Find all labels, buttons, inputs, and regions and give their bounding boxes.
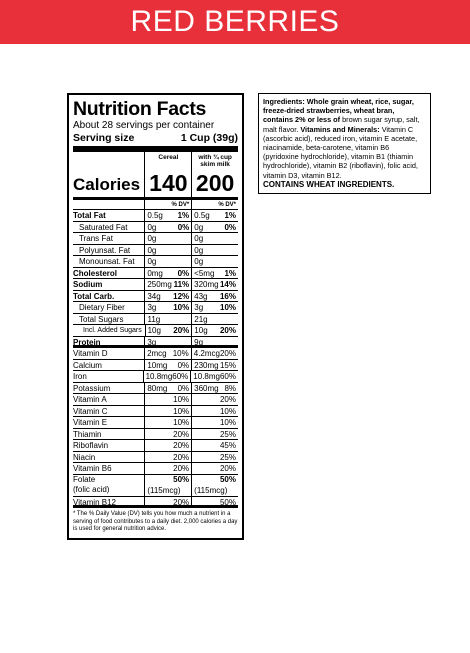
rows-4-milk bbox=[191, 256, 238, 267]
rows-5-label: Cholesterol bbox=[73, 268, 118, 278]
servings-per-container: About 28 servings per container bbox=[73, 120, 215, 131]
rows-0-milk-amount: 0.5g bbox=[194, 211, 210, 220]
vitamin-b12-milk bbox=[191, 497, 238, 506]
vitamin-b12-label: Vitamin B12 bbox=[73, 497, 116, 505]
folate-cereal-dv: 50% bbox=[173, 474, 190, 484]
vitamins-0-row bbox=[73, 348, 238, 360]
rows-10-cereal bbox=[145, 325, 192, 336]
vitamins-1-cereal-amount: 10mg bbox=[147, 360, 168, 370]
rows-6-milk-amount: 320mg bbox=[194, 280, 219, 289]
vitamins-8-cereal-dv: 20% bbox=[173, 441, 190, 450]
vitamins-10-cereal bbox=[144, 463, 191, 474]
vitamins-2-cereal bbox=[143, 371, 191, 382]
rows-8-cereal-dv: 10% bbox=[173, 303, 190, 312]
vitamins-2-milk-amount: 10.8mg bbox=[193, 372, 220, 381]
vitamins-5-milk bbox=[191, 406, 238, 417]
rows-8-label: Dietary Fiber bbox=[79, 303, 125, 312]
vitamins-2-milk bbox=[190, 371, 238, 382]
rows-9-row bbox=[73, 314, 238, 326]
vitamins-10-label: Vitamin B6 bbox=[73, 464, 112, 473]
rows-0-label: Total Fat bbox=[73, 211, 106, 220]
vitamins-2-milk-dv: 60% bbox=[219, 372, 236, 381]
rows-6-milk bbox=[191, 279, 238, 290]
vitamins-7-milk-dv: 25% bbox=[219, 429, 236, 439]
rows-1-milk-amount: 0g bbox=[194, 222, 204, 232]
rows-2-milk-amount: 0g bbox=[194, 234, 204, 243]
rows-5-row bbox=[73, 268, 238, 280]
rows-2-label: Trans Fat bbox=[79, 234, 113, 243]
rows-10-cereal-dv: 20% bbox=[173, 326, 190, 335]
ingredients-normal-text: brown sugar syrup, salt, malt flavor. bbox=[263, 115, 420, 134]
rows-10-milk bbox=[191, 325, 238, 336]
rows-10-cereal-amount: 10g bbox=[147, 326, 161, 335]
rows-10-milk-amount: 10g bbox=[194, 326, 208, 335]
vitamins-7-row bbox=[73, 429, 238, 441]
rows-1-row bbox=[73, 222, 238, 234]
vitamins-5-row bbox=[73, 406, 238, 418]
ingredients-text bbox=[263, 97, 426, 180]
rows-5-milk bbox=[191, 268, 238, 279]
vitamins-8-row bbox=[73, 440, 238, 452]
dv-header-row bbox=[73, 200, 238, 210]
vitamins-6-cereal bbox=[144, 417, 191, 428]
rows-0-cereal-dv: 1% bbox=[177, 211, 190, 220]
vitamin-b12-cereal-dv: 20% bbox=[173, 497, 190, 507]
rows-4-label: Monounsat. Fat bbox=[79, 257, 135, 266]
dv-header-cereal: % DV* bbox=[144, 200, 191, 209]
vitamins-4-row bbox=[73, 394, 238, 406]
allergen-statement: CONTAINS WHEAT INGREDIENTS. bbox=[263, 179, 395, 189]
rows-8-row bbox=[73, 302, 238, 314]
rows-5-cereal-dv: 0% bbox=[177, 268, 190, 278]
rows-2-row bbox=[73, 233, 238, 245]
vitamins-6-row bbox=[73, 417, 238, 429]
vitamins-3-cereal bbox=[144, 383, 191, 394]
rows-1-cereal-dv: 0% bbox=[177, 222, 190, 232]
vitamins-0-milk bbox=[191, 348, 238, 359]
rows-1-cereal-amount: 0g bbox=[147, 222, 157, 232]
rows-2-cereal bbox=[144, 233, 191, 244]
rows-7-milk bbox=[191, 291, 238, 302]
calories-label: Calories bbox=[73, 175, 141, 194]
nutrient-rows bbox=[73, 210, 238, 348]
rows-5-milk-dv: 1% bbox=[224, 268, 236, 278]
rows-2-cereal-amount: 0g bbox=[147, 234, 157, 243]
rows-11-milk-amount: 9g bbox=[194, 337, 204, 347]
rows-7-milk-amount: 43g bbox=[194, 291, 208, 301]
product-banner: RED BERRIES bbox=[0, 0, 470, 44]
rows-9-cereal-amount: 11g bbox=[147, 314, 161, 324]
calories-cereal-column bbox=[144, 152, 191, 197]
vitamins-1-milk bbox=[191, 360, 238, 371]
rows-0-milk-dv: 1% bbox=[224, 211, 236, 220]
calories-block bbox=[73, 152, 238, 200]
rows-0-cereal-amount: 0.5g bbox=[147, 211, 163, 220]
vitamins-1-label: Calcium bbox=[73, 360, 102, 370]
rows-9-milk bbox=[191, 314, 238, 325]
daily-value-footnote: * The % Daily Value (DV) tells you how much a nutrient in a serving of food contributes to a daily diet. 2,000 calories a day is used for general nutrition advice. bbox=[73, 511, 238, 532]
vitamins-4-label: Vitamin A bbox=[73, 395, 107, 404]
vitamins-6-cereal-dv: 10% bbox=[173, 418, 190, 427]
vitamins-0-cereal-dv: 10% bbox=[172, 349, 189, 358]
vitamins-5-label: Vitamin C bbox=[73, 406, 108, 416]
rows-5-cereal-amount: 0mg bbox=[147, 268, 163, 278]
vitamins-9-milk bbox=[191, 452, 238, 463]
vitamins-10-milk bbox=[191, 463, 238, 474]
rows-6-label: Sodium bbox=[73, 280, 103, 289]
vitamins-4-milk-dv: 20% bbox=[219, 395, 236, 404]
vitamins-8-cereal bbox=[144, 440, 191, 451]
serving-size-value: 1 Cup (39g) bbox=[180, 132, 238, 144]
calories-cereal-value: 140 bbox=[149, 170, 188, 196]
rows-1-label: Saturated Fat bbox=[79, 222, 128, 232]
rows-3-cereal-amount: 0g bbox=[147, 245, 157, 255]
vitamins-9-cereal bbox=[144, 452, 191, 463]
ingredients-label: Ingredients: bbox=[263, 97, 305, 106]
rows-0-row bbox=[73, 210, 238, 222]
vitamins-1-cereal-dv: 0% bbox=[177, 360, 190, 370]
nutrition-facts-title: Nutrition Facts bbox=[73, 98, 207, 120]
folate-label bbox=[73, 475, 144, 496]
rows-9-milk-amount: 21g bbox=[194, 314, 208, 324]
vitamins-8-label: Riboflavin bbox=[73, 441, 109, 450]
rows-3-milk bbox=[191, 245, 238, 256]
rows-3-label: Polyunsat. Fat bbox=[79, 245, 131, 255]
rows-4-cereal bbox=[144, 256, 191, 267]
rows-10-label: Incl. Added Sugars bbox=[83, 327, 142, 334]
vitamins-2-label: Iron bbox=[73, 372, 87, 381]
rows-8-cereal-amount: 3g bbox=[147, 303, 157, 312]
vitamins-0-label: Vitamin D bbox=[73, 349, 108, 358]
rows-7-cereal-dv: 12% bbox=[173, 291, 190, 301]
vitamins-7-cereal-dv: 20% bbox=[173, 429, 190, 439]
rows-11-milk bbox=[191, 337, 238, 346]
nutrition-facts-panel bbox=[67, 93, 244, 540]
rows-3-milk-amount: 0g bbox=[194, 245, 204, 255]
vitamins-2-row bbox=[73, 371, 238, 383]
folate-cereal-amount: (115mcg) bbox=[147, 485, 181, 495]
vitamins-minerals-label: Vitamins and Minerals: bbox=[300, 124, 380, 134]
rows-6-cereal-dv: 11% bbox=[173, 280, 190, 289]
rows-7-milk-dv: 16% bbox=[219, 291, 236, 301]
vitamins-3-cereal-dv: 0% bbox=[177, 383, 190, 393]
rows-2-milk bbox=[191, 233, 238, 244]
rows-0-cereal bbox=[144, 210, 191, 221]
rows-7-label: Total Carb. bbox=[73, 291, 115, 301]
folate-milk-dv: 50% bbox=[219, 474, 236, 484]
rows-9-label: Total Sugars bbox=[79, 314, 124, 324]
rows-1-milk-dv: 0% bbox=[224, 222, 237, 232]
vitamin-rows bbox=[73, 348, 238, 475]
serving-size-label: Serving size bbox=[73, 132, 135, 144]
rows-8-milk-amount: 3g bbox=[194, 303, 204, 312]
vitamins-5-cereal bbox=[144, 406, 191, 417]
calories-milk-value: 200 bbox=[195, 170, 235, 196]
rows-7-cereal-amount: 34g bbox=[147, 291, 161, 301]
rows-11-cereal bbox=[144, 337, 191, 346]
vitamins-2-cereal-dv: 60% bbox=[172, 372, 189, 381]
vitamins-10-milk-dv: 20% bbox=[219, 464, 236, 473]
rows-0-milk bbox=[191, 210, 238, 221]
vitamins-7-cereal bbox=[144, 429, 191, 440]
vitamins-minerals-text: Vitamin C (ascorbic acid), reduced iron, vitamin E acetate, niacinamide, beta-carotene, vitamin B6 (pyridoxine hydrochloride), vitamin B1 (thiamin hydrochloride), vitamin B2 (riboflavin), folic acid, vitamin D3, vitamin B12. bbox=[263, 124, 418, 180]
serving-size-row bbox=[73, 132, 238, 152]
vitamins-8-milk-dv: 45% bbox=[219, 441, 236, 450]
rows-1-cereal bbox=[144, 222, 191, 233]
vitamins-4-cereal-dv: 10% bbox=[173, 395, 190, 404]
rows-4-cereal-amount: 0g bbox=[147, 257, 157, 266]
vitamins-0-milk-amount: 4.2mcg bbox=[193, 349, 220, 358]
rows-6-milk-dv: 14% bbox=[219, 280, 236, 289]
milk-column-header: with ¾ cup skim milk bbox=[198, 154, 232, 168]
vitamins-2-cereal-amount: 10.8mg bbox=[145, 372, 173, 381]
vitamins-3-label: Potassium bbox=[73, 383, 111, 393]
rows-7-cereal bbox=[144, 291, 191, 302]
vitamins-10-row bbox=[73, 463, 238, 475]
vitamins-1-milk-amount: 230mg bbox=[194, 360, 219, 370]
vitamins-8-milk bbox=[191, 440, 238, 451]
vitamins-6-milk-dv: 10% bbox=[219, 418, 236, 427]
vitamins-5-milk-dv: 10% bbox=[219, 406, 236, 416]
cereal-column-header: Cereal bbox=[158, 154, 179, 161]
rows-10-row bbox=[73, 325, 238, 337]
vitamins-10-cereal-dv: 20% bbox=[173, 464, 190, 473]
vitamins-0-milk-dv: 20% bbox=[219, 349, 236, 358]
rows-8-milk bbox=[191, 302, 238, 313]
vitamins-9-row bbox=[73, 452, 238, 464]
vitamins-9-cereal-dv: 20% bbox=[173, 452, 190, 462]
rows-3-row bbox=[73, 245, 238, 257]
rows-4-row bbox=[73, 256, 238, 268]
folate-label-line1: Folate bbox=[73, 474, 96, 484]
rows-7-row bbox=[73, 291, 238, 303]
vitamin-b12-milk-dv: 50% bbox=[219, 497, 236, 507]
rows-8-cereal bbox=[144, 302, 191, 313]
vitamin-b12-cereal bbox=[144, 497, 191, 506]
rows-11-cereal-amount: 3g bbox=[147, 337, 157, 347]
vitamins-5-cereal-dv: 10% bbox=[173, 406, 190, 416]
vitamins-4-cereal bbox=[144, 394, 191, 405]
folate-milk-amount: (115mcg) bbox=[194, 485, 228, 495]
ingredients-panel bbox=[258, 93, 431, 194]
vitamins-3-row bbox=[73, 383, 238, 395]
folate-label-line2: (folic acid) bbox=[73, 484, 110, 494]
folate-row bbox=[73, 475, 238, 497]
vitamin-b12-row bbox=[73, 497, 238, 509]
vitamins-0-cereal bbox=[144, 348, 191, 359]
rows-8-milk-dv: 10% bbox=[220, 303, 237, 312]
vitamins-4-milk bbox=[191, 394, 238, 405]
dv-header-milk: % DV* bbox=[191, 200, 238, 209]
vitamins-7-milk bbox=[191, 429, 238, 440]
rows-3-cereal bbox=[144, 245, 191, 256]
ingredients-bold-text: Whole grain wheat, rice, sugar, freeze-dried strawberries, wheat bran, contains 2% or less of bbox=[263, 97, 414, 125]
rows-11-label: Protein bbox=[73, 337, 101, 345]
rows-11-row bbox=[73, 337, 238, 349]
folate-milk bbox=[191, 475, 238, 496]
rows-10-milk-dv: 20% bbox=[219, 326, 236, 335]
vitamins-3-milk-dv: 8% bbox=[224, 383, 236, 393]
calories-milk-column bbox=[191, 152, 238, 197]
folate-cereal bbox=[144, 475, 191, 496]
rows-5-cereal bbox=[144, 268, 191, 279]
rows-6-cereal-amount: 250mg bbox=[147, 280, 172, 289]
vitamins-7-label: Thiamin bbox=[73, 429, 102, 439]
vitamins-1-row bbox=[73, 360, 238, 372]
vitamins-1-cereal bbox=[144, 360, 191, 371]
rows-6-row bbox=[73, 279, 238, 291]
rows-4-milk-amount: 0g bbox=[194, 257, 204, 266]
rows-9-cereal bbox=[144, 314, 191, 325]
vitamins-9-milk-dv: 25% bbox=[219, 452, 236, 462]
vitamins-3-milk-amount: 360mg bbox=[194, 383, 219, 393]
vitamins-9-label: Niacin bbox=[73, 452, 96, 462]
rows-6-cereal bbox=[144, 279, 191, 290]
vitamins-0-cereal-amount: 2mcg bbox=[147, 349, 167, 358]
vitamins-3-cereal-amount: 80mg bbox=[147, 383, 168, 393]
vitamins-6-milk bbox=[191, 417, 238, 428]
rows-5-milk-amount: <5mg bbox=[194, 268, 215, 278]
rows-1-milk bbox=[191, 222, 238, 233]
vitamins-6-label: Vitamin E bbox=[73, 418, 108, 427]
vitamins-1-milk-dv: 15% bbox=[219, 360, 236, 370]
vitamins-3-milk bbox=[191, 383, 238, 394]
